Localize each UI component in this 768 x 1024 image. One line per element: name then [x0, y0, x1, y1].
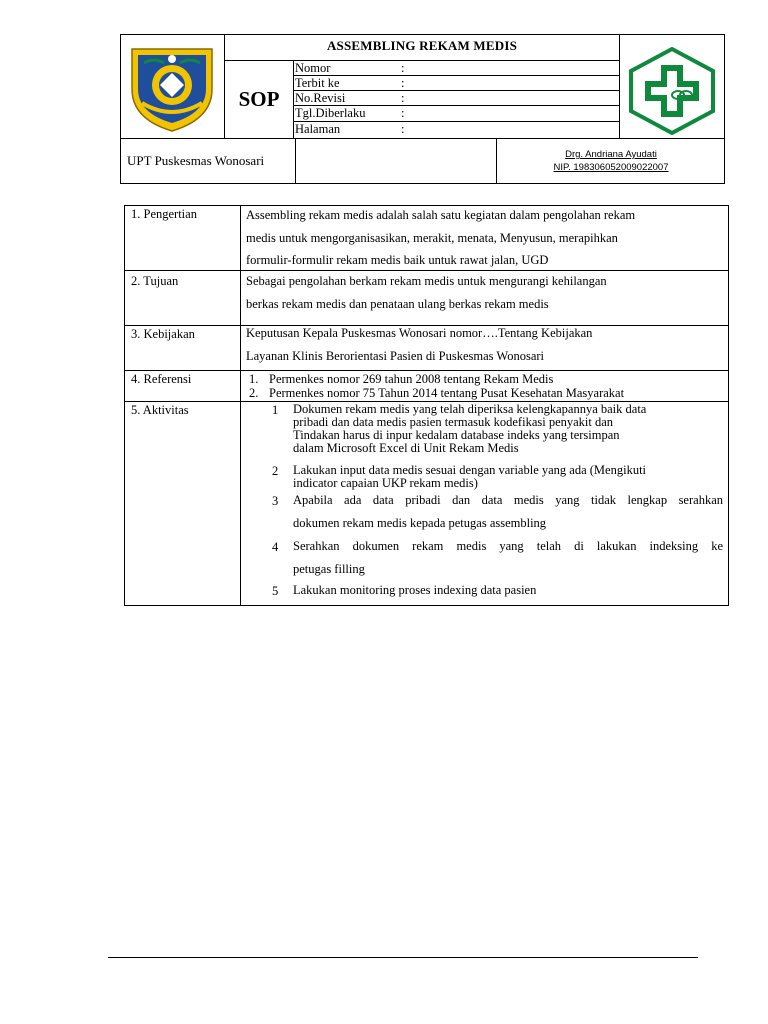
field-label: Nomor: [295, 61, 331, 75]
activity-number: 5: [272, 584, 279, 598]
field-no-revisi: [295, 91, 619, 106]
regional-crest-logo: [124, 43, 220, 133]
activity-number: 2: [272, 464, 279, 478]
field-colon: :: [401, 61, 405, 75]
text-line: Lakukan input data medis sesuai dengan variable yang ada (Mengikuti: [293, 463, 647, 477]
text-line: Assembling rekam medis adalah salah satu kegiatan dalam pengolahan rekam: [246, 208, 636, 222]
signature-block: [497, 139, 725, 183]
section-label-tujuan: 2. Tujuan: [131, 274, 179, 288]
text-line: petugas filling: [293, 561, 365, 576]
activity-number: 1: [272, 403, 279, 417]
signer-name: Drg. Andriana Ayudati: [565, 149, 657, 160]
field-label: Terbit ke: [295, 76, 340, 90]
text-line: Apabila ada data pribadi dan data medis yang tidak lengkap serahkan: [293, 493, 723, 507]
sop-content-table: [124, 205, 729, 606]
text-line: berkas rekam medis dan penataan ulang berkas rekam medis: [246, 296, 549, 311]
text-line: indicator capaian UKP rekam medis): [293, 476, 478, 490]
text-line: dokumen rekam medis kepada petugas assembling: [293, 515, 547, 530]
section-label-kebijakan: 3. Kebijakan: [131, 327, 195, 341]
text-line: Tindakan harus di inpur kedalam database indeks yang tersimpan: [293, 428, 620, 442]
field-tgl-diberlaku: [295, 106, 619, 121]
section-text-pengertian: [246, 204, 720, 272]
field-colon: :: [401, 106, 405, 120]
section-label-aktivitas: 5. Aktivitas: [131, 403, 189, 417]
text-line: Dokumen rekam medis yang telah diperiksa kelengkapannya baik data: [293, 402, 647, 416]
text-line: pribadi dan data medis pasien termasuk kodefikasi penyakit dan: [293, 415, 614, 429]
section-text-tujuan: [246, 270, 720, 315]
activity-item: [293, 489, 723, 534]
field-colon: :: [401, 76, 405, 90]
text-line: Serahkan dokumen rekam medis yang telah di lakukan indeksing ke: [293, 539, 723, 553]
text-line: medis untuk mengorganisasikan, merakit, menata, Menyusun, merapihkan: [246, 230, 618, 245]
field-label: Halaman: [295, 122, 341, 136]
unit-name: UPT Puskesmas Wonosari: [127, 153, 265, 168]
field-label: Tgl.Diberlaku: [295, 106, 366, 120]
activity-item: [293, 464, 721, 490]
activity-item: [293, 403, 721, 455]
reference-number: 1.: [249, 372, 259, 386]
sop-label: SOP: [238, 87, 280, 111]
field-label: No.Revisi: [295, 91, 346, 105]
reference-item: Permenkes nomor 75 Tahun 2014 tentang Pusat Kesehatan Masyarakat: [269, 386, 625, 400]
field-colon: :: [401, 91, 405, 105]
text-line: Layanan Klinis Berorientasi Pasien di Puskesmas Wonosari: [246, 348, 545, 363]
field-nomor: [295, 61, 619, 76]
text-line: Lakukan monitoring proses indexing data pasien: [293, 583, 537, 597]
reference-item: Permenkes nomor 269 tahun 2008 tentang Rekam Medis: [269, 372, 554, 386]
footer-divider: [108, 957, 698, 958]
section-label-pengertian: 1. Pengertian: [131, 207, 197, 221]
document-title: ASSEMBLING REKAM MEDIS: [326, 38, 518, 53]
field-terbit-ke: [295, 76, 619, 91]
reference-number: 2.: [249, 386, 259, 400]
activity-number: 4: [272, 540, 279, 554]
activity-item: [293, 535, 723, 580]
text-line: Sebagai pengolahan berkam rekam medis untuk mengurangi kehilangan: [246, 274, 607, 288]
puskesmas-logo: [627, 47, 717, 135]
text-line: formulir-formulir rekam medis baik untuk rawat jalan, UGD: [246, 253, 549, 267]
activity-number: 3: [272, 494, 279, 508]
section-text-kebijakan: [246, 322, 720, 367]
field-halaman: [295, 122, 619, 137]
sop-header-table: [120, 34, 725, 184]
activity-item: [293, 584, 721, 597]
text-line: dalam Microsoft Excel di Unit Rekam Medis: [293, 441, 519, 455]
text-line: Keputusan Kepala Puskesmas Wonosari nomor….Tentang Kebijakan: [246, 326, 593, 340]
signer-nip: NIP. 198306052009022007: [553, 162, 669, 173]
field-colon: :: [401, 122, 405, 136]
section-label-referensi: 4. Referensi: [131, 372, 192, 386]
